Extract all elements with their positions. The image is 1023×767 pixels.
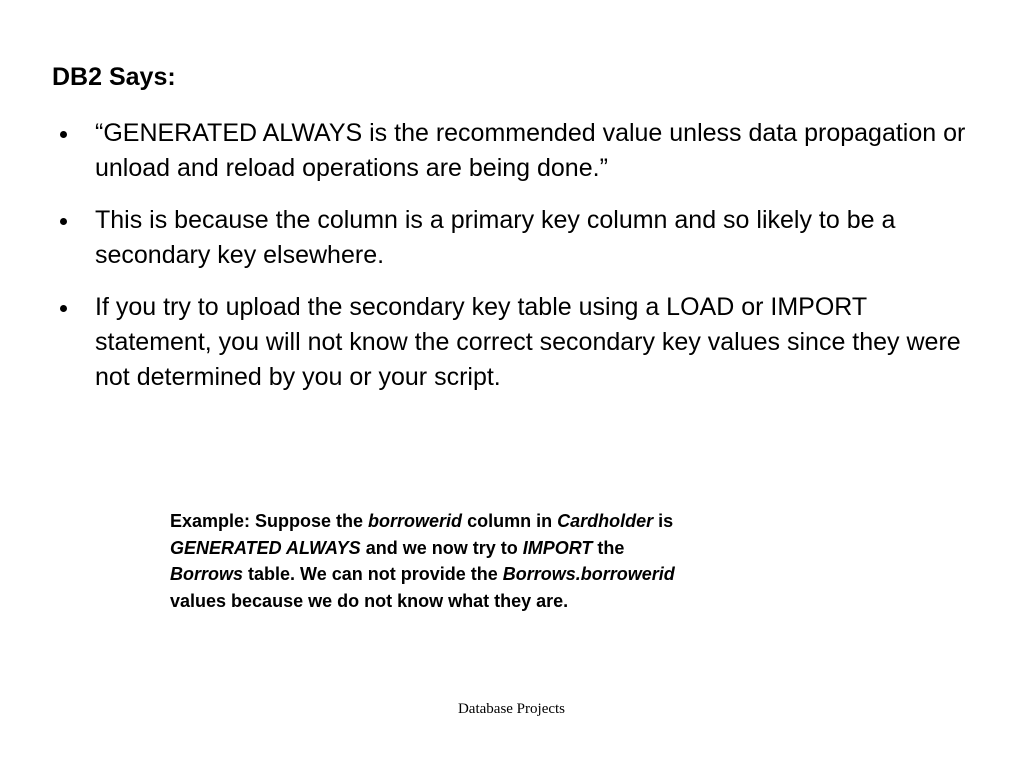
term-import: IMPORT	[522, 537, 593, 558]
bullet-item	[56, 116, 976, 186]
slide-footer: Database Projects	[457, 701, 566, 717]
bullet-dot-icon	[60, 305, 67, 312]
example-text: is	[653, 511, 674, 531]
term-borrowerid: borrowerid	[368, 511, 463, 531]
bullet-text: If you try to upload the secondary key table using a LOAD or IMPORT statement, you will not know the correct secondary key values since they were not determined by you or your script.	[95, 293, 961, 391]
term-cardholder: Cardholder	[557, 511, 654, 531]
term-borrows-borrowerid: Borrows.borrowerid	[502, 564, 675, 584]
bullet-text: “GENERATED ALWAYS is the recommended value unless data propagation or unload and reload operations are being done.”	[95, 119, 966, 182]
example-text: values because we do not know what they are.	[170, 590, 569, 611]
bullet-item	[56, 290, 976, 395]
bullet-item	[56, 203, 976, 273]
bullet-text: This is because the column is a primary key column and so likely to be a secondary key elsewhere.	[95, 206, 896, 269]
example-text: table. We can not provide the	[243, 564, 503, 584]
term-generated-always: GENERATED ALWAYS	[170, 537, 361, 558]
example-text: column in	[462, 511, 558, 531]
slide-title: DB2 Says:	[52, 63, 176, 91]
bullet-dot-icon	[60, 131, 67, 138]
example-text: and we now try to	[360, 537, 523, 558]
example-text: Example: Suppose the	[170, 511, 369, 531]
example-note	[170, 508, 840, 614]
bullet-list	[56, 116, 976, 412]
term-borrows: Borrows	[170, 564, 244, 584]
example-text: the	[592, 537, 625, 558]
bullet-dot-icon	[60, 218, 67, 225]
